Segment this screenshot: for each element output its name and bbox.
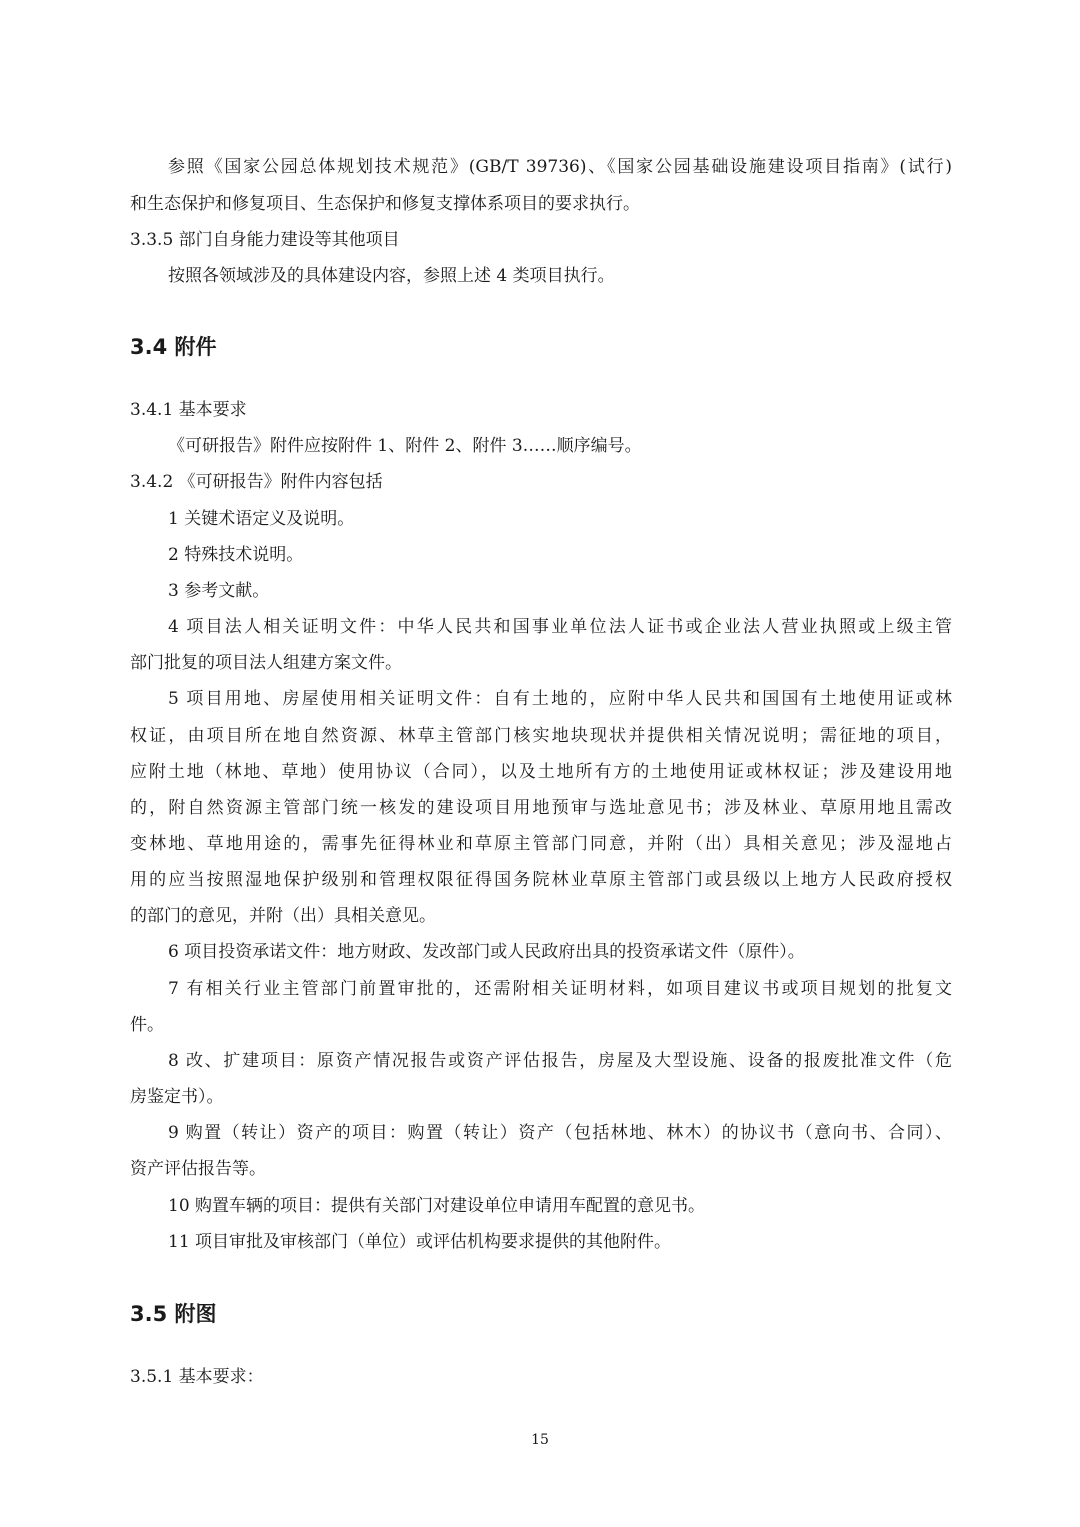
paragraph-line: 部门批复的项目法人组建方案文件。 xyxy=(130,653,402,673)
list-item: 4 项目法人相关证明文件：中华人民共和国事业单位法人证书或企业法人营业执照或上级主管 xyxy=(168,617,952,637)
paragraph-line: 的，附自然资源主管部门统一核发的建设项目用地预审与选址意见书；涉及林业、草原用地且需改 xyxy=(130,798,952,818)
list-item: 6 项目投资承诺文件：地方财政、发改部门或人民政府出具的投资承诺文件（原件）。 xyxy=(168,942,805,962)
list-item: 7 有相关行业主管部门前置审批的，还需附相关证明材料，如项目建议书或项目规划的批复文 xyxy=(168,979,952,999)
section-heading-3-5: 3.5 附图 xyxy=(130,1302,217,1326)
list-item: 9 购置（转让）资产的项目：购置（转让）资产（包括林地、林木）的协议书（意向书、合同）、 xyxy=(168,1123,952,1143)
subsection-heading: 3.3.5 部门自身能力建设等其他项目 xyxy=(130,230,400,250)
paragraph-line: 参照《国家公园总体规划技术规范》(GB/T 39736)、《国家公园基础设施建设项目指南》(试行) xyxy=(168,157,952,177)
list-item: 8 改、扩建项目：原资产情况报告或资产评估报告，房屋及大型设施、设备的报废批准文件（危 xyxy=(168,1051,952,1071)
paragraph-line: 应附土地（林地、草地）使用协议（合同），以及土地所有方的土地使用证或林权证；涉及建设用地 xyxy=(130,762,952,782)
paragraph-line: 的部门的意见，并附（出）具相关意见。 xyxy=(130,906,436,926)
section-heading-3-4: 3.4 附件 xyxy=(130,335,217,359)
paragraph-line: 房鉴定书）。 xyxy=(130,1087,224,1107)
page-number: 15 xyxy=(531,1432,549,1448)
paragraph-line: 按照各领域涉及的具体建设内容，参照上述 4 类项目执行。 xyxy=(168,266,615,286)
paragraph-line: 件。 xyxy=(130,1015,164,1035)
list-item: 11 项目审批及审核部门（单位）或评估机构要求提供的其他附件。 xyxy=(168,1232,672,1252)
list-item: 10 购置车辆的项目：提供有关部门对建设单位申请用车配置的意见书。 xyxy=(168,1196,706,1216)
subsection-heading: 3.4.2 《可研报告》附件内容包括 xyxy=(130,472,383,492)
paragraph-line: 资产评估报告等。 xyxy=(130,1159,266,1179)
paragraph-line: 变林地、草地用途的，需事先征得林业和草原主管部门同意，并附（出）具相关意见；涉及湿地占 xyxy=(130,834,952,854)
list-item: 3 参考文献。 xyxy=(168,581,270,601)
list-item: 2 特殊技术说明。 xyxy=(168,545,304,565)
list-item: 5 项目用地、房屋使用相关证明文件：自有土地的，应附中华人民共和国国有土地使用证或林 xyxy=(168,689,952,709)
list-item: 1 关键术语定义及说明。 xyxy=(168,509,355,529)
subsection-heading: 3.4.1 基本要求 xyxy=(130,400,247,420)
subsection-heading: 3.5.1 基本要求： xyxy=(130,1367,264,1387)
paragraph-line: 用的应当按照湿地保护级别和管理权限征得国务院林业草原主管部门或县级以上地方人民政府授权 xyxy=(130,870,952,890)
paragraph-line: 权证，由项目所在地自然资源、林草主管部门核实地块现状并提供相关情况说明；需征地的项目， xyxy=(130,726,952,746)
paragraph-line: 《可研报告》附件应按附件 1、附件 2、附件 3……顺序编号。 xyxy=(168,436,642,456)
paragraph-line: 和生态保护和修复项目、生态保护和修复支撑体系项目的要求执行。 xyxy=(130,194,640,214)
